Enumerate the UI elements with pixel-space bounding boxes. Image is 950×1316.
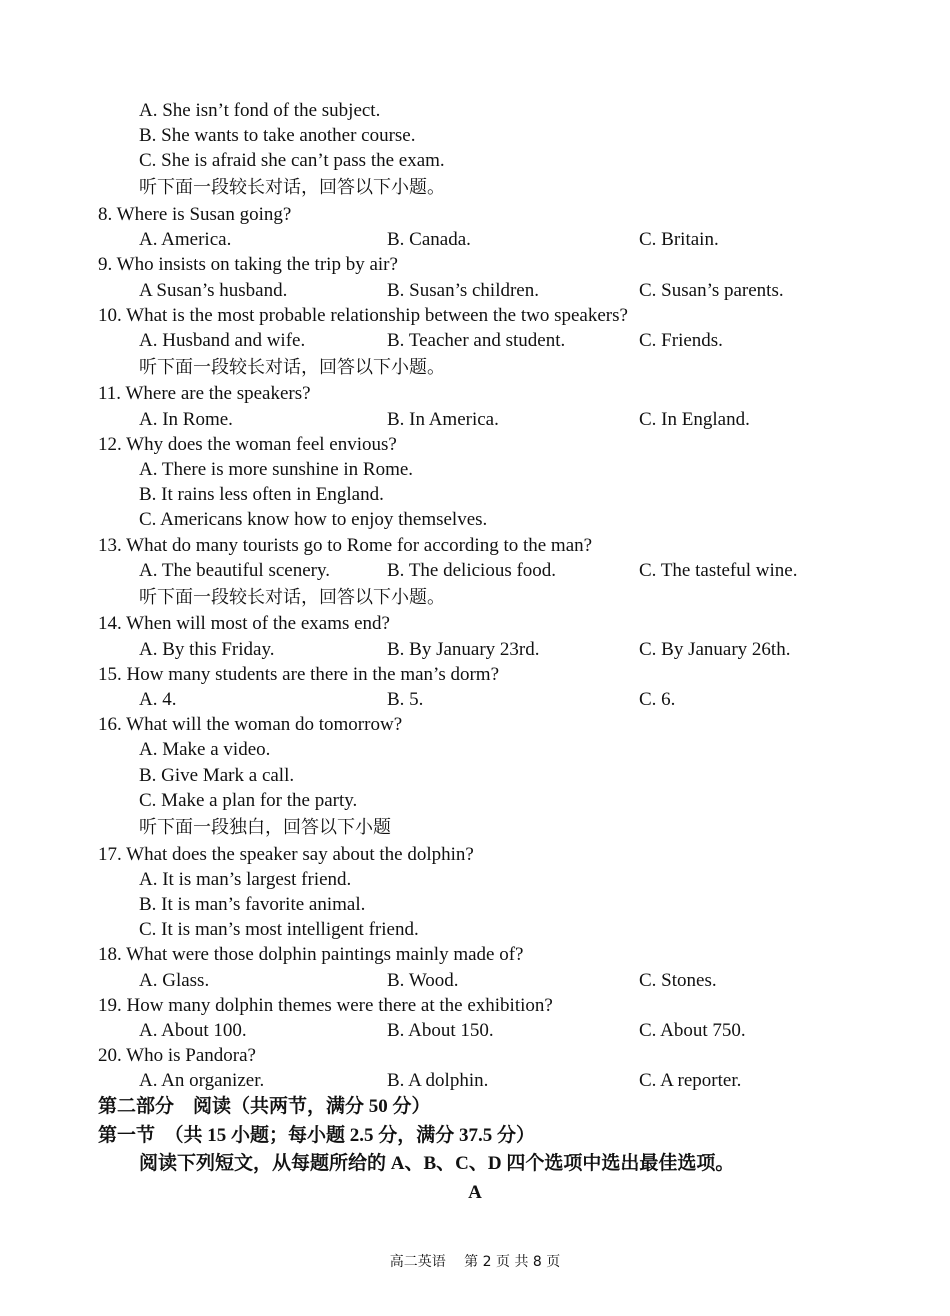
option-line: B. She wants to take another course.: [139, 125, 416, 146]
option-c: C. Susan’s parents.: [639, 280, 784, 301]
option-a: A. Husband and wife.: [139, 330, 306, 351]
question-stem: 10. What is the most probable relationship between the two speakers?: [98, 305, 628, 326]
option-line: B. It rains less often in England.: [139, 484, 384, 505]
option-line: B. It is man’s favorite animal.: [139, 894, 366, 915]
option-a: A. In Rome.: [139, 409, 233, 430]
listening-instruction: 听下面一段较长对话，回答以下小题。: [139, 357, 445, 377]
passage-label: A: [468, 1182, 482, 1203]
question-stem: 19. How many dolphin themes were there at the exhibition?: [98, 995, 553, 1016]
option-line: C. Make a plan for the party.: [139, 790, 358, 811]
listening-instruction: 听下面一段较长对话，回答以下小题。: [139, 587, 445, 607]
question-stem: 18. What were those dolphin paintings mainly made of?: [98, 944, 524, 965]
question-stem: 11. Where are the speakers?: [98, 383, 311, 404]
option-b: B. 5.: [387, 689, 424, 710]
option-c: C. Britain.: [639, 229, 719, 250]
option-line: B. Give Mark a call.: [139, 765, 295, 786]
question-stem: 8. Where is Susan going?: [98, 204, 292, 225]
option-line: C. She is afraid she can’t pass the exam.: [139, 150, 445, 171]
question-stem: 20. Who is Pandora?: [98, 1045, 256, 1066]
option-c: C. Friends.: [639, 330, 723, 351]
option-c: C. By January 26th.: [639, 639, 791, 660]
option-line: A. She isn’t fond of the subject.: [139, 100, 381, 121]
option-c: C. 6.: [639, 689, 676, 710]
option-line: A. Make a video.: [139, 739, 271, 760]
option-line: C. It is man’s most intelligent friend.: [139, 919, 419, 940]
question-stem: 14. When will most of the exams end?: [98, 613, 390, 634]
option-a: A Susan’s husband.: [139, 280, 288, 301]
option-a: A. The beautiful scenery.: [139, 560, 330, 581]
option-a: A. By this Friday.: [139, 639, 275, 660]
option-a: A. Glass.: [139, 970, 210, 991]
option-line: A. It is man’s largest friend.: [139, 869, 352, 890]
option-b: B. About 150.: [387, 1020, 494, 1041]
option-a: A. An organizer.: [139, 1070, 265, 1091]
option-c: C. In England.: [639, 409, 750, 430]
listening-instruction: 听下面一段较长对话，回答以下小题。: [139, 177, 445, 197]
question-stem: 9. Who insists on taking the trip by air?: [98, 254, 398, 275]
listening-instruction: 听下面一段独白，回答以下小题: [139, 817, 391, 837]
option-b: B. Teacher and student.: [387, 330, 566, 351]
option-b: B. Wood.: [387, 970, 459, 991]
reading-instruction: 阅读下列短文，从每题所给的 A、B、C、D 四个选项中选出最佳选项。: [139, 1153, 735, 1174]
option-b: B. In America.: [387, 409, 499, 430]
option-c: C. The tasteful wine.: [639, 560, 798, 581]
question-stem: 15. How many students are there in the man’s dorm?: [98, 664, 500, 685]
option-b: B. The delicious food.: [387, 560, 557, 581]
option-a: A. 4.: [139, 689, 177, 710]
part-two-heading: 第二部分 阅读（共两节，满分 50 分）: [98, 1096, 431, 1117]
option-a: A. America.: [139, 229, 232, 250]
option-b: B. A dolphin.: [387, 1070, 489, 1091]
option-b: B. By January 23rd.: [387, 639, 540, 660]
option-b: B. Susan’s children.: [387, 280, 539, 301]
section-one-heading: 第一节 （共 15 小题；每小题 2.5 分，满分 37.5 分）: [98, 1125, 536, 1146]
question-stem: 16. What will the woman do tomorrow?: [98, 714, 403, 735]
option-c: C. A reporter.: [639, 1070, 742, 1091]
question-stem: 13. What do many tourists go to Rome for according to the man?: [98, 535, 593, 556]
option-c: C. Stones.: [639, 970, 717, 991]
option-b: B. Canada.: [387, 229, 471, 250]
option-line: C. Americans know how to enjoy themselves.: [139, 509, 488, 530]
option-c: C. About 750.: [639, 1020, 746, 1041]
page-footer: 高二英语 第 2 页 共 8 页: [389, 1254, 561, 1270]
option-line: A. There is more sunshine in Rome.: [139, 459, 414, 480]
question-stem: 12. Why does the woman feel envious?: [98, 434, 397, 455]
option-a: A. About 100.: [139, 1020, 247, 1041]
question-stem: 17. What does the speaker say about the dolphin?: [98, 844, 474, 865]
